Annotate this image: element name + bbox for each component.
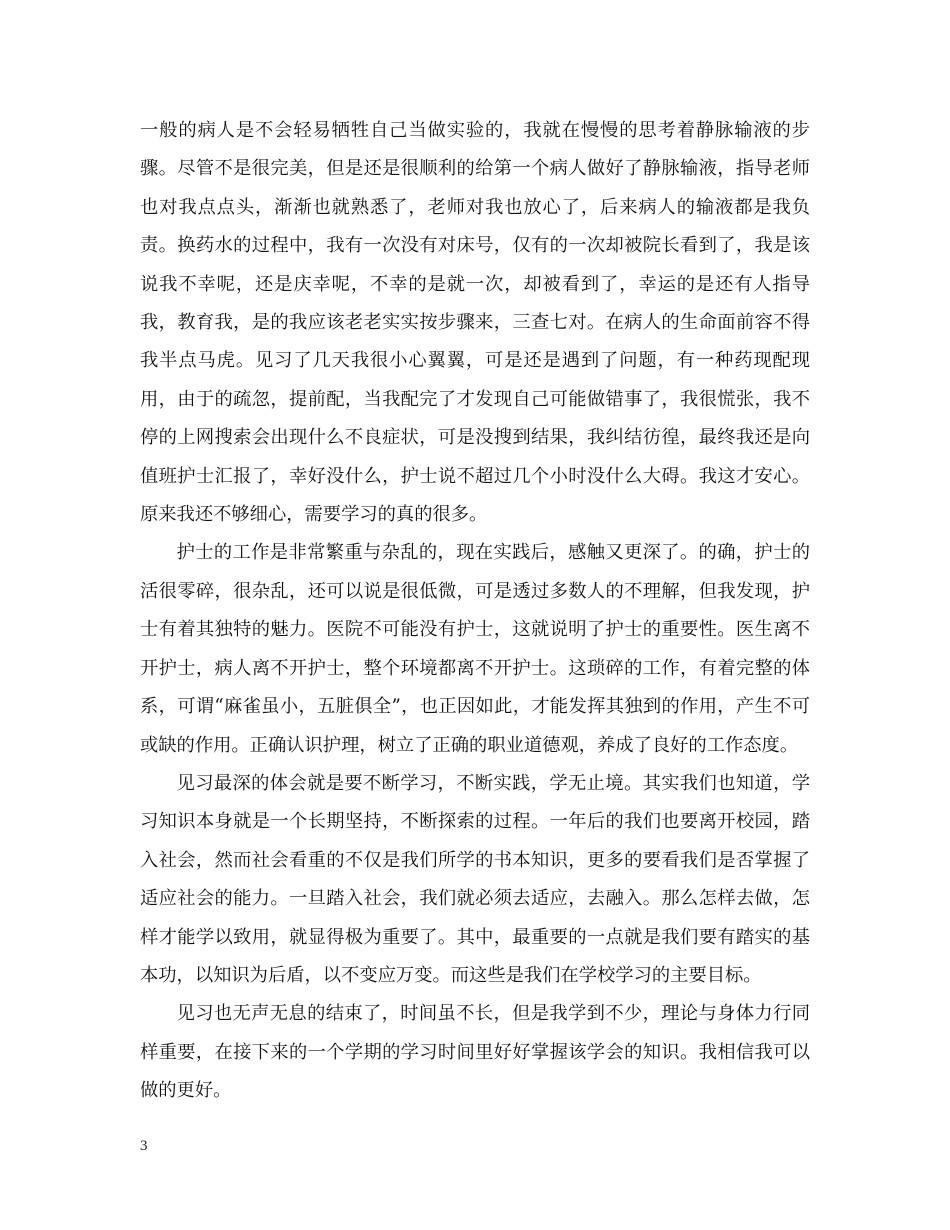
page-number: 3 xyxy=(140,1138,148,1154)
paragraph-1: 一般的病人是不会轻易牺牲自己当做实验的，我就在慢慢的思考着静脉输液的步骤。尽管不是很完美，但是还是很顺利的给第一个病人做好了静脉输液，指导老师也对我点点头，渐渐也就熟悉了，老师对我也放心了，后来病人的输液都是我负责。换药水的过程中，我有一次没有对床号，仅有的一次却被院长看到了，我是该说我不幸呢，还是庆幸呢，不幸的是就一次，却被看到了，幸运的是还有人指导我，教育我，是的我应该老老实实按步骤来，三查七对。在病人的生命面前容不得我半点马虎。见习了几天我很小心翼翼，可是还是遇到了问题，有一种药现配现用，由于的疏忽，提前配，当我配完了才发现自己可能做错事了，我很慌张，我不停的上网搜索会出现什么不良症状，可是没搜到结果，我纠结彷徨，最终我还是向值班护士汇报了，幸好没什么，护士说不超过几个小时没什么大碍。我这才安心。原来我还不够细心，需要学习的真的很多。 xyxy=(140,120,810,526)
document-body xyxy=(140,112,810,1111)
paragraph-3: 见习最深的体会就是要不断学习，不断实践，学无止境。其实我们也知道，学习知识本身就是一个长期坚持，不断探索的过程。一年后的我们也要离开校园，踏入社会，然而社会看重的不仅是我们所学的书本知识，更多的要看我们是否掌握了适应社会的能力。一旦踏入社会，我们就必须去适应，去融入。那么怎样去做，怎样才能学以致用，就显得极为重要了。其中，最重要的一点就是我们要有踏实的基本功，以知识为后盾，以不变应万变。而这些是我们在学校学习的主要目标。 xyxy=(140,772,810,986)
paragraph-4: 见习也无声无息的结束了，时间虽不长，但是我学到不少，理论与身体力行同样重要，在接下来的一个学期的学习时间里好好掌握该学会的知识。我相信我可以做的更好。 xyxy=(140,1003,810,1102)
paragraph-2: 护士的工作是非常繁重与杂乱的，现在实践后，感触又更深了。的确，护士的活很零碎，很杂乱，还可以说是很低微，可是透过多数人的不理解，但我发现，护士有着其独特的魅力。医院不可能没有护士，这就说明了护士的重要性。医生离不开护士，病人离不开护士，整个环境都离不开护士。这琐碎的工作，有着完整的体系，可谓“麻雀虽小，五脏俱全”，也正因如此，才能发挥其独到的作用，产生不可或缺的作用。正确认识护理，树立了正确的职业道德观，养成了良好的工作态度。 xyxy=(140,542,810,756)
